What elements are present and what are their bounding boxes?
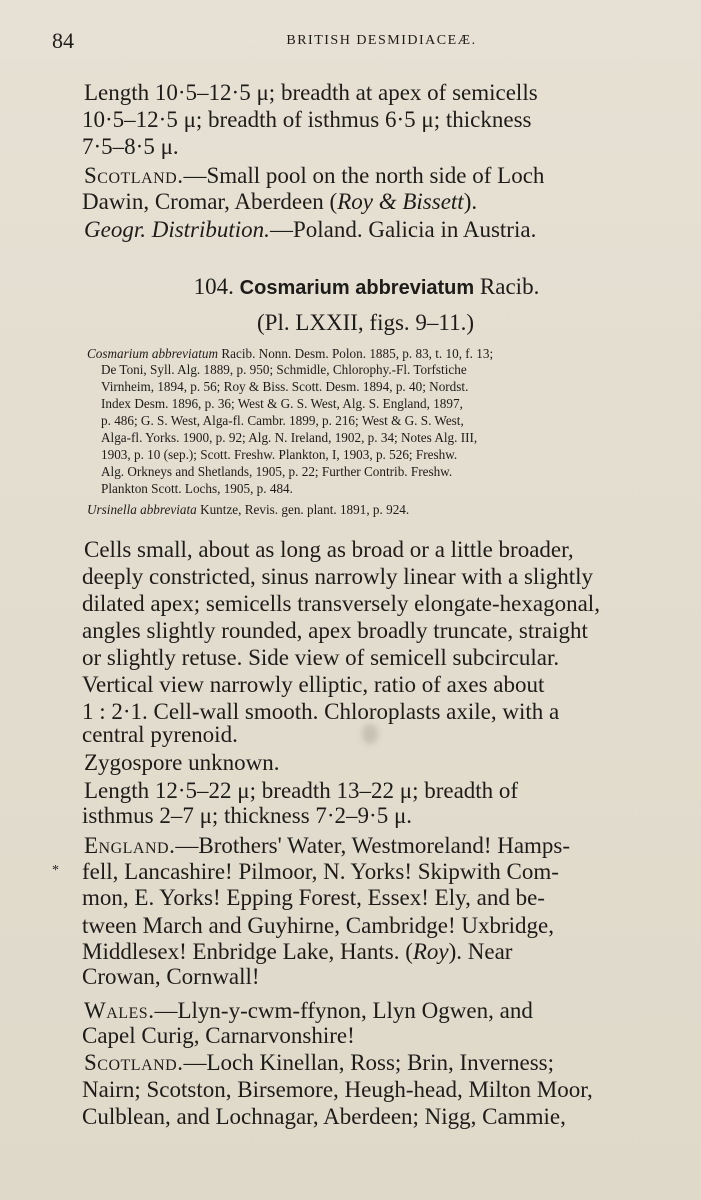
prev-collector: Roy & Bissett [337, 189, 464, 214]
england-line: fell, Lancashire! Pilmoor, N. Yorks! Skipwith Com- [82, 859, 559, 884]
scotland-line [84, 1050, 665, 1075]
page-number: 84 [52, 28, 74, 53]
prev-scotland-end: ). [463, 189, 478, 214]
paper-smudge [362, 724, 378, 744]
synonymy-line [87, 346, 493, 362]
wales-label: Wales. [84, 998, 155, 1023]
england-text-end: ). Near [448, 939, 513, 964]
england-line: tween March and Guyhirne, Cambridge! Uxbridge, [82, 913, 554, 938]
plate-reference: (Pl. LXXII, figs. 9–11.) [257, 310, 474, 335]
synonym-citation: Racib. Nonn. Desm. Polon. 1885, p. 83, t. 10, f. 13; [221, 346, 494, 361]
description-line: Cells small, about as long as broad or a little broader, [84, 537, 574, 562]
prev-scotland-text: —Small pool on the north side of Loch [183, 163, 545, 188]
running-head: BRITISH DESMIDIACEÆ. [286, 33, 477, 48]
prev-distribution-text: —Poland. Galicia in Austria. [269, 217, 537, 242]
synonymy-line: 1903, p. 10 (sep.); Scott. Freshw. Plankton, I, 1903, p. 526; Freshw. [101, 447, 458, 462]
species-author: Racib. [479, 274, 540, 299]
measurement-line: isthmus 2–7 μ; thickness 7·2–9·5 μ. [82, 803, 413, 828]
wales-line [84, 998, 665, 1023]
wales-text: —Llyn-y-cwm-ffynon, Llyn Ogwen, and [154, 998, 533, 1023]
synonym-name: Cosmarium abbreviatum [87, 346, 219, 361]
synonymy-line: Alg. Orkneys and Shetlands, 1905, p. 22; Further Contrib. Freshw. [101, 464, 453, 479]
prev-distribution-label: Geogr. Distribution. [84, 217, 270, 242]
prev-measurement-line: 7·5–8·5 μ. [82, 134, 179, 159]
synonym-citation: Kuntze, Revis. gen. plant. 1891, p. 924. [200, 502, 410, 517]
synonymy-line: Alga-fl. Yorks. 1900, p. 92; Alg. N. Ireland, 1902, p. 34; Notes Alg. III, [101, 430, 478, 445]
synonymy-line: Virnheim, 1894, p. 56; Roy & Biss. Scott. Desm. 1894, p. 40; Nordst. [101, 379, 469, 394]
scotland-label: Scotland. [84, 1050, 184, 1075]
synonymy-line: p. 486; G. S. West, Alga-fl. Cambr. 1899, p. 216; West & G. S. West, [101, 413, 464, 428]
england-text: —Brothers' Water, Westmoreland! Hamps- [175, 833, 571, 858]
synonym-name: Ursinella abbreviata [87, 502, 197, 517]
wales-line: Capel Curig, Carnarvonshire! [82, 1023, 355, 1048]
scotland-line: Culblean, and Lochnagar, Aberdeen; Nigg, Cammie, [82, 1104, 566, 1129]
scotland-line: Nairn; Scotston, Birsemore, Heugh-head, Milton Moor, [82, 1077, 593, 1102]
prev-scotland-line [84, 163, 665, 188]
england-text: Middlesex! Enbridge Lake, Hants. ( [82, 939, 413, 964]
description-line: Vertical view narrowly elliptic, ratio of axes about [82, 672, 545, 697]
prev-scotland-text: Dawin, Cromar, Aberdeen ( [82, 189, 338, 214]
description-line: deeply constricted, sinus narrowly linear with a slightly [82, 564, 593, 589]
england-label: England. [84, 833, 176, 858]
description-line: angles slightly rounded, apex broadly truncate, straight [82, 618, 588, 643]
england-line: mon, E. Yorks! Epping Forest, Essex! Ely, and be- [82, 885, 545, 910]
collector: Roy [412, 939, 449, 964]
synonymy-line: Plankton Scott. Lochs, 1905, p. 484. [101, 481, 293, 496]
prev-measurement-line: 10·5–12·5 μ; breadth of isthmus 6·5 μ; thickness [82, 107, 532, 132]
prev-scotland-line [82, 189, 665, 214]
england-line [82, 939, 665, 964]
prev-measurement-line: Length 10·5–12·5 μ; breadth at apex of semicells [84, 80, 538, 105]
synonymy-line [87, 502, 409, 518]
synonymy-line: De Toni, Syll. Alg. 1889, p. 950; Schmidle, Chlorophy.-Fl. Torfstiche [101, 362, 467, 377]
page-header [52, 28, 661, 56]
synonymy-line: Index Desm. 1896, p. 36; West & G. S. West, Alg. S. England, 1897, [101, 396, 463, 411]
entry-number: 104. [193, 274, 234, 299]
species-name: Cosmarium abbreviatum [239, 277, 475, 299]
description-line: dilated apex; semicells transversely elongate-hexagonal, [82, 591, 600, 616]
measurement-line: Length 12·5–22 μ; breadth 13–22 μ; breadth of [84, 778, 519, 803]
scotland-text: —Loch Kinellan, Ross; Brin, Inverness; [183, 1050, 554, 1075]
zygospore-line: Zygospore unknown. [84, 750, 280, 775]
prev-scotland-label: Scotland. [84, 163, 184, 188]
margin-mark: * [52, 863, 59, 878]
description-line: central pyrenoid. [82, 722, 238, 747]
entry-heading [0, 274, 701, 300]
england-line: Crowan, Cornwall! [82, 964, 260, 989]
description-line: or slightly retuse. Side view of semicell subcircular. [82, 645, 560, 670]
description-line: 1 : 2·1. Cell-wall smooth. Chloroplasts axile, with a [82, 699, 560, 724]
england-line [84, 833, 665, 858]
prev-distribution-line [84, 217, 665, 242]
